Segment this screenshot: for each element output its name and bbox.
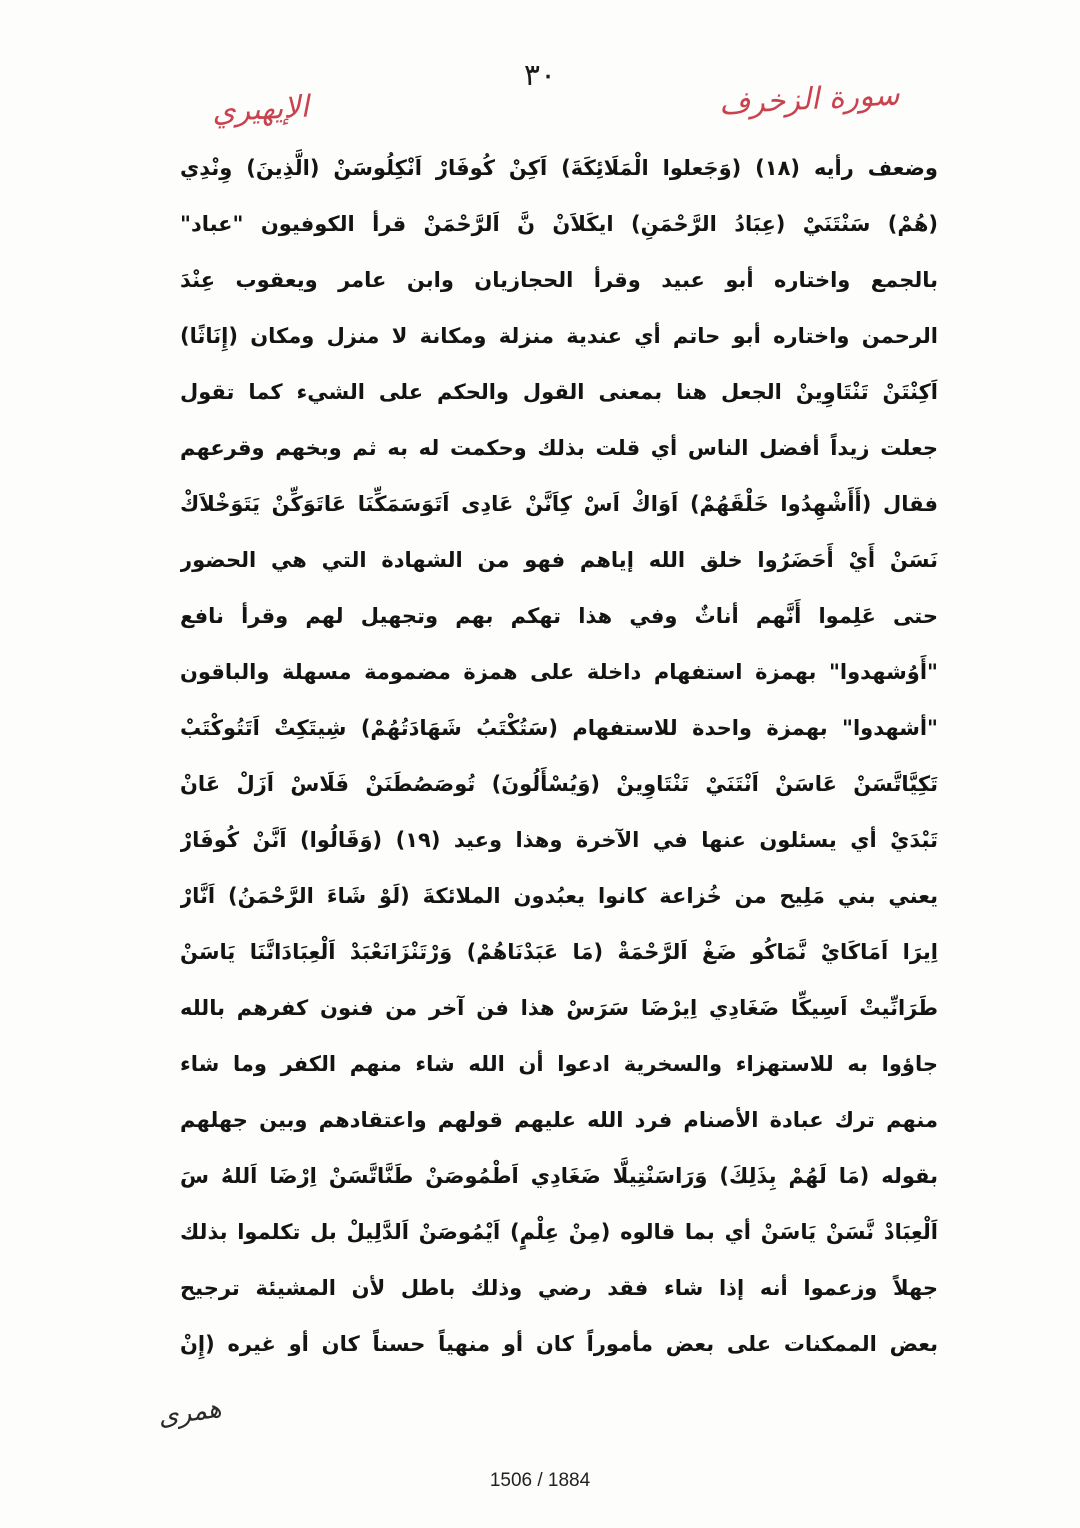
author-margin-note: الإيهيري bbox=[211, 89, 310, 130]
text-line: بقوله (مَا لَهُمْ بِذَلِكَ) وَرَاسَنْتِيلَّا ضَغَادِي اَطْمُوصَنْ طَنَّاتَّسَنْ اِرْضَا اَللهُ سَ bbox=[180, 1164, 938, 1188]
text-line: الرحمن واختاره أبو حاتم أي عندية منزلة ومكانة لا منزل ومكان (إِنَاثًا) bbox=[180, 324, 938, 348]
surah-margin-note: سورة الزخرف bbox=[718, 77, 901, 122]
text-line: جعلت زيداً أفضل الناس أي قلت بذلك وحكمت له به ثم وبخهم وقرعهم bbox=[180, 436, 938, 460]
text-line: نَسَنْ أَيْ أَحَضَرُوا خلق الله إياهم فهو من الشهادة التي هي الحضور bbox=[180, 548, 938, 572]
text-line: جاؤوا به للاستهزاء والسخرية ادعوا أن الله شاء منهم الكفر وما شاء bbox=[180, 1052, 938, 1076]
text-line: فقال (أَأَشْهِدُوا خَلْقَهُمْ) اَوَاكْ اَسْ كِاَنَّنْ عَادِى اَتَوَسَمَكِّنَا عَاتَوَكِّنْ يَتَوَخْلاَكْ bbox=[180, 492, 938, 516]
text-line: بالجمع واختاره أبو عبيد وقرأ الحجازيان وابن عامر ويعقوب عِنْدَ bbox=[180, 268, 938, 292]
text-line: تَبْدَيْ أي يسئلون عنها في الآخرة وهذا وعيد (١٩) (وَقَالُوا) اَنَّنْ كُوفَارْ bbox=[180, 828, 938, 852]
text-line: تَكِيَّاتَّسَنْ عَاسَنْ اَنْتَنَيْ تَنْتَاوِينْ (وَيُسْأَلُونَ) تُوصَصُطَنَنْ فَلَاسْ اَزَلْ عَانْ bbox=[180, 772, 938, 796]
page-number: ٣٠ bbox=[523, 58, 557, 93]
page-counter: 1506 / 1884 bbox=[489, 1470, 591, 1491]
text-line: بعض الممكنات على بعض مأموراً كان أو منهياً حسناً كان أو غيره (إِنْ bbox=[180, 1332, 938, 1356]
text-line: جهلاً وزعموا أنه إذا شاء فقد رضي وذلك باطل لأن المشيئة ترجيح bbox=[180, 1276, 938, 1300]
text-line: (هُمْ) سَنْتَنَيْ (عِبَادُ الرَّحْمَنِ) ايكَلاَنْ نَّ اَلرَّحْمَنْ قرأ الكوفيون "عباد" bbox=[180, 212, 938, 236]
text-line: منهم ترك عبادة الأصنام فرد الله عليهم قولهم واعتقادهم وبين جهلهم bbox=[180, 1108, 938, 1132]
text-line: طَرَانِّيتْ اَسِيكِّا ضَغَادِي اِيرْضَا سَرَسْ هذا فن آخر من فنون كفرهم بالله bbox=[180, 996, 938, 1020]
body-text bbox=[180, 140, 938, 1372]
text-line: "أشهدوا" بهمزة واحدة للاستفهام (سَتُكْتَبُ شَهَادَتُهُمْ) شِيتَكِتْ اَتَتُوكْتَبْ bbox=[180, 716, 938, 740]
text-line: يعني بني مَلِيح من خُزاعة كانوا يعبُدون الملائكةَ (لَوْ شَاءَ الرَّحْمَنُ) اَنَّارْ bbox=[180, 884, 938, 908]
handwritten-signature: همرى bbox=[156, 1393, 224, 1433]
text-line: حتى عَلِموا أَنَّهم أناثٌ وفي هذا تهكم بهم وتجهيل لهم وقرأ نافع bbox=[180, 604, 938, 628]
text-line: "أَوُشهدوا" بهمزة استفهام داخلة على همزة مضمومة مسهلة والباقون bbox=[180, 660, 938, 684]
text-line: اَلْعِبَادْ نَّسَنْ يَاسَنْ أي بما قالوه (مِنْ عِلْمٍ) اَيْمُوصَنْ اَلدَّلِيلْ بل تكلموا بذلك bbox=[180, 1220, 938, 1244]
text-line: اِيرَا اَمَاكَايْ نَّمَاكُو ضَغْ اَلرَّحْمَةْ (مَا عَبَدْنَاهُمْ) وَرْتَنْزَانَعْبَدْ اَلْعِبَادَانَّنَا يَاسَنْ bbox=[180, 940, 938, 964]
text-line: وضعف رأيه (١٨) (وَجَعلوا الْمَلَائِكَةَ) اَكِنْ كُوفَارْ اَنْكِلُوسَنْ (الَّذِينَ) وِنْدِي bbox=[180, 156, 938, 180]
text-line: اَكِنْتَنْ تَنْتَاوِينْ الجعل هنا بمعنى القول والحكم على الشيء كما تقول bbox=[180, 380, 938, 404]
